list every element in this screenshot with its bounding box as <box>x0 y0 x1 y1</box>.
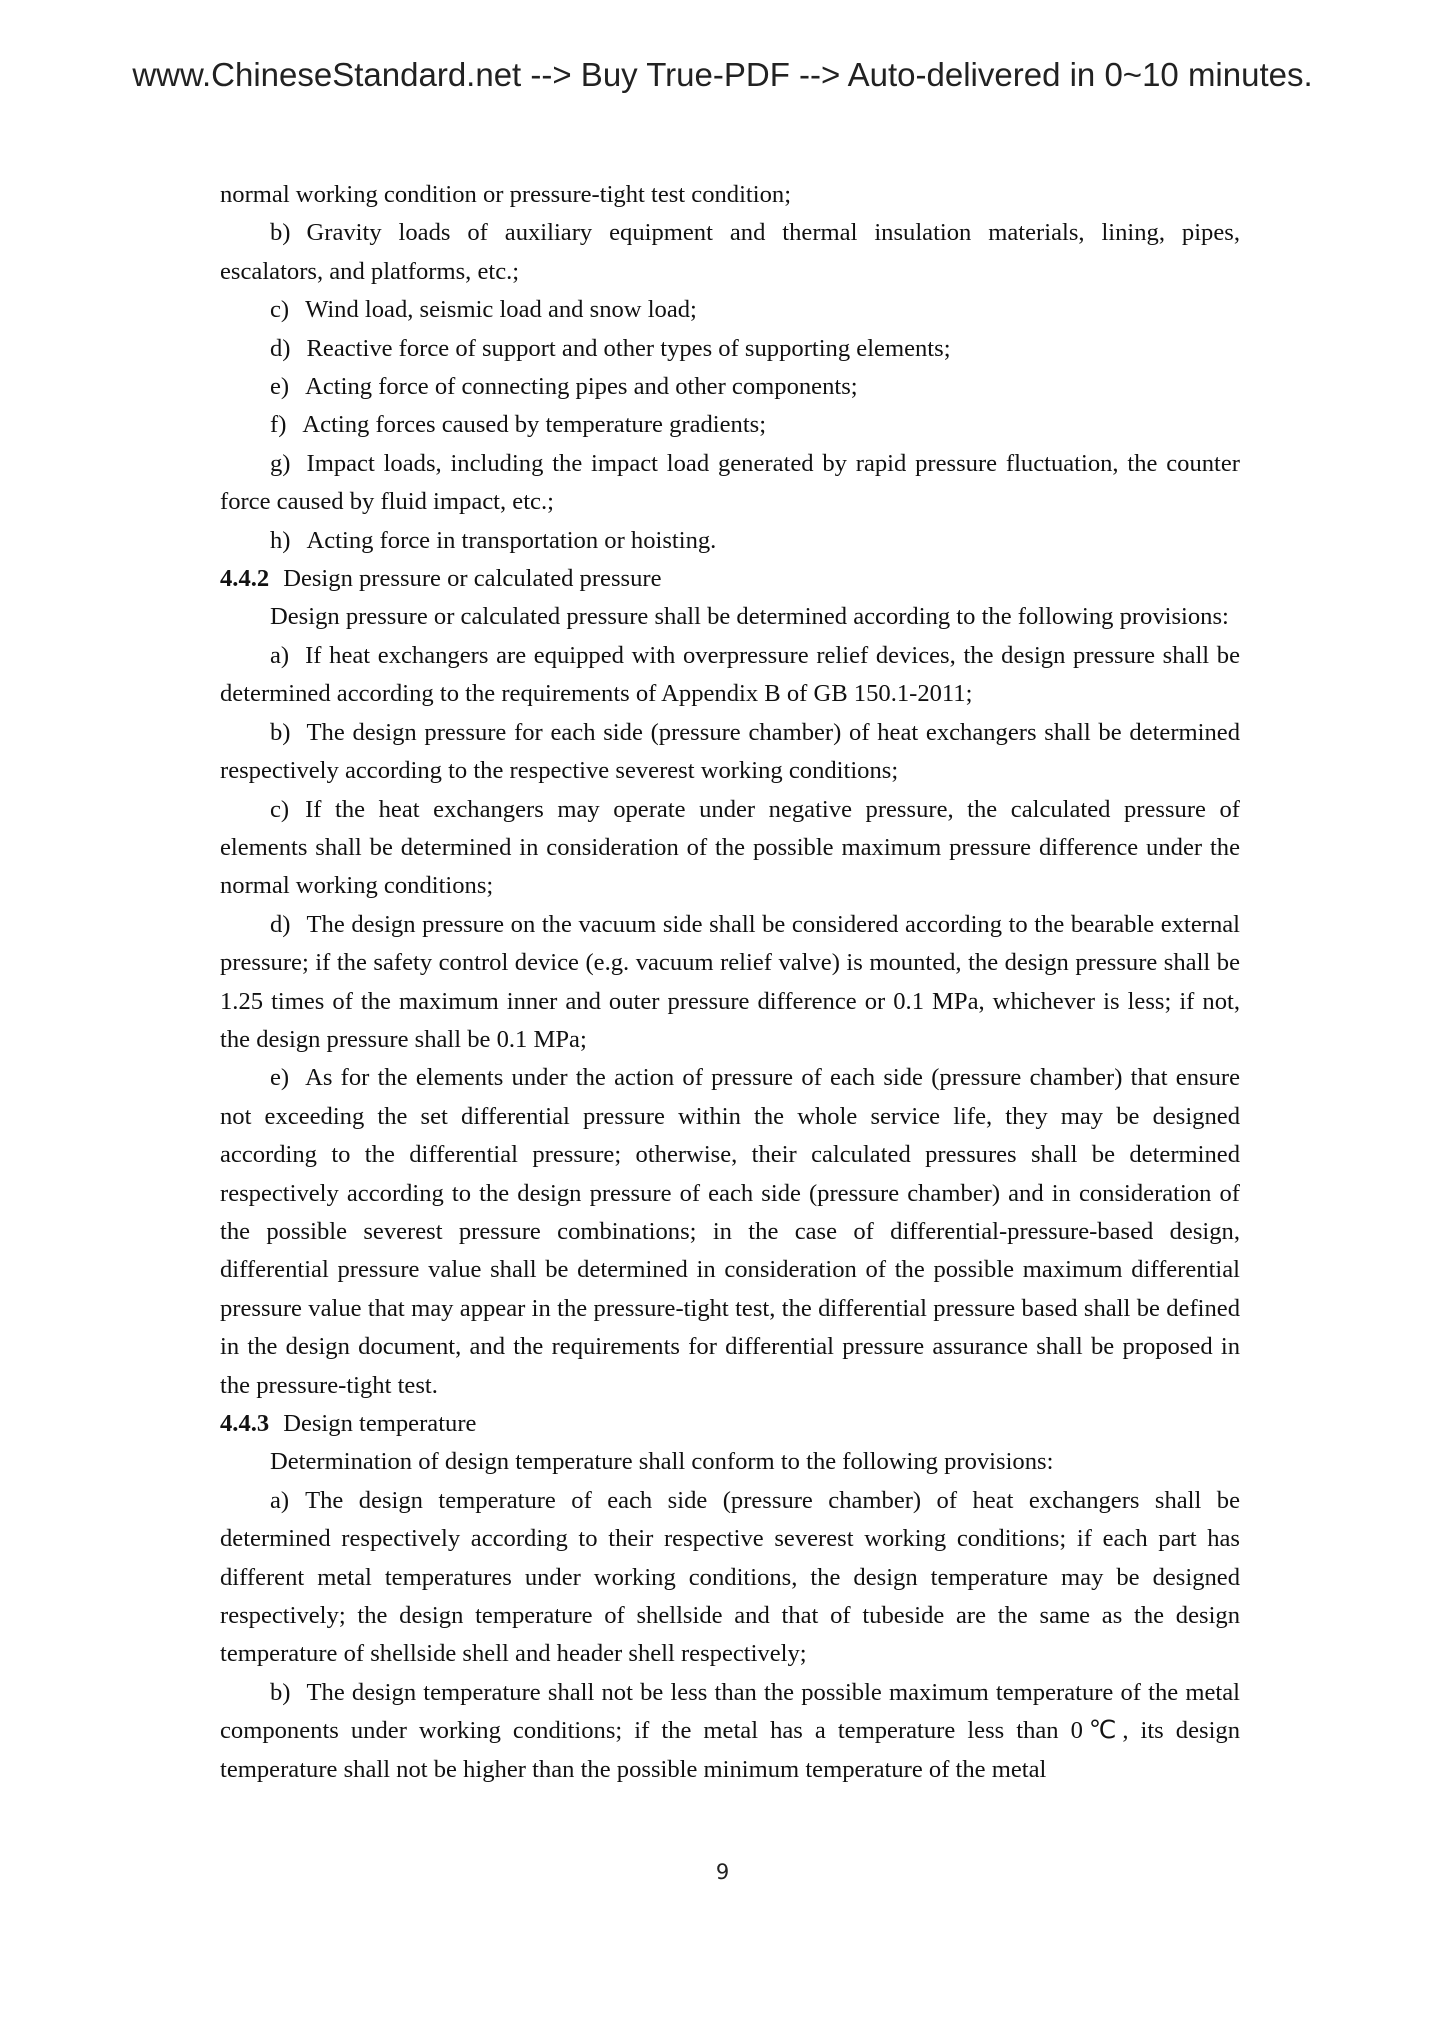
section-intro: Determination of design temperature shall conform to the following provisions: <box>270 1448 1054 1476</box>
document-body <box>220 176 1240 1789</box>
list-item: a) If heat exchangers are equipped with overpressure relief devices, the design pressure shall be determined according to the requirements of Appendix B of GB 150.1-2011; <box>220 641 1240 708</box>
list-item: e) As for the elements under the action of pressure of each side (pressure chamber) that ensure not exceeding the set differential pressure within the whole service life, they may be designed according to the differential pressure; otherwise, their calculated pressures shall be determined respectively according to the design pressure of each side (pressure chamber) and in consideration of the possible severest pressure combinations; in the case of differential-pressure-based design, differential pressure value shall be determined in consideration of the possible maximum differential pressure value that may appear in the pressure-tight test, the differential pressure based shall be defined in the design document, and the requirements for differential pressure assurance shall be proposed in the pressure-tight test. <box>220 1064 1240 1399</box>
list-item: c) If the heat exchangers may operate under negative pressure, the calculated pressure of elements shall be determined in consideration of the possible maximum pressure difference under the normal working conditions; <box>220 795 1240 900</box>
list-item: h) Acting force in transportation or hoisting. <box>270 526 717 554</box>
list-item: g) Impact loads, including the impact load generated by rapid pressure fluctuation, the counter force caused by fluid impact, etc.; <box>220 449 1240 516</box>
section-intro: Design pressure or calculated pressure shall be determined according to the following provisions: <box>270 603 1229 631</box>
page-number: 9 <box>715 1860 730 1884</box>
list-item: d) The design pressure on the vacuum side shall be considered according to the bearable external pressure; if the safety control device (e.g. vacuum relief valve) is mounted, the design pressure shall be 1.25 times of the maximum inner and outer pressure difference or 0.1 MPa, whichever is less; if not, the design pressure shall be 0.1 MPa; <box>220 910 1240 1053</box>
list-item: b) The design temperature shall not be less than the possible maximum temperature of the metal components under working conditions; if the metal has a temperature less than 0℃, its design temperature shall not be higher than the possible minimum temperature of the metal <box>220 1678 1240 1783</box>
list-item: b) Gravity loads of auxiliary equipment and thermal insulation materials, lining, pipes, escalators, and platforms, etc.; <box>220 219 1240 285</box>
list-item: e) Acting force of connecting pipes and other components; <box>270 373 858 401</box>
section-heading-4-4-2: 4.4.2 Design pressure or calculated pressure <box>220 565 662 593</box>
source-banner[interactable]: www.ChineseStandard.net --> Buy True-PDF --> Auto-delivered in 0~10 minutes. <box>132 56 1313 93</box>
list-item: b) The design pressure for each side (pressure chamber) of heat exchangers shall be determined respectively according to the respective severest working conditions; <box>220 718 1240 785</box>
section-heading-4-4-3: 4.4.3 Design temperature <box>220 1410 477 1437</box>
list-item: f) Acting forces caused by temperature gradients; <box>270 411 767 439</box>
list-item: d) Reactive force of support and other types of supporting elements; <box>270 334 951 362</box>
list-item: a) The design temperature of each side (pressure chamber) of heat exchangers shall be determined respectively according to their respective severest working conditions; if each part has different metal temperatures under working conditions, the design temperature may be designed respectively; the design temperature of shellside and that of tubeside are the same as the design temperature of shellside shell and header shell respectively; <box>220 1486 1240 1668</box>
list-item: c) Wind load, seismic load and snow load; <box>270 296 697 324</box>
continuation-paragraph: normal working condition or pressure-tight test condition; <box>220 181 792 208</box>
